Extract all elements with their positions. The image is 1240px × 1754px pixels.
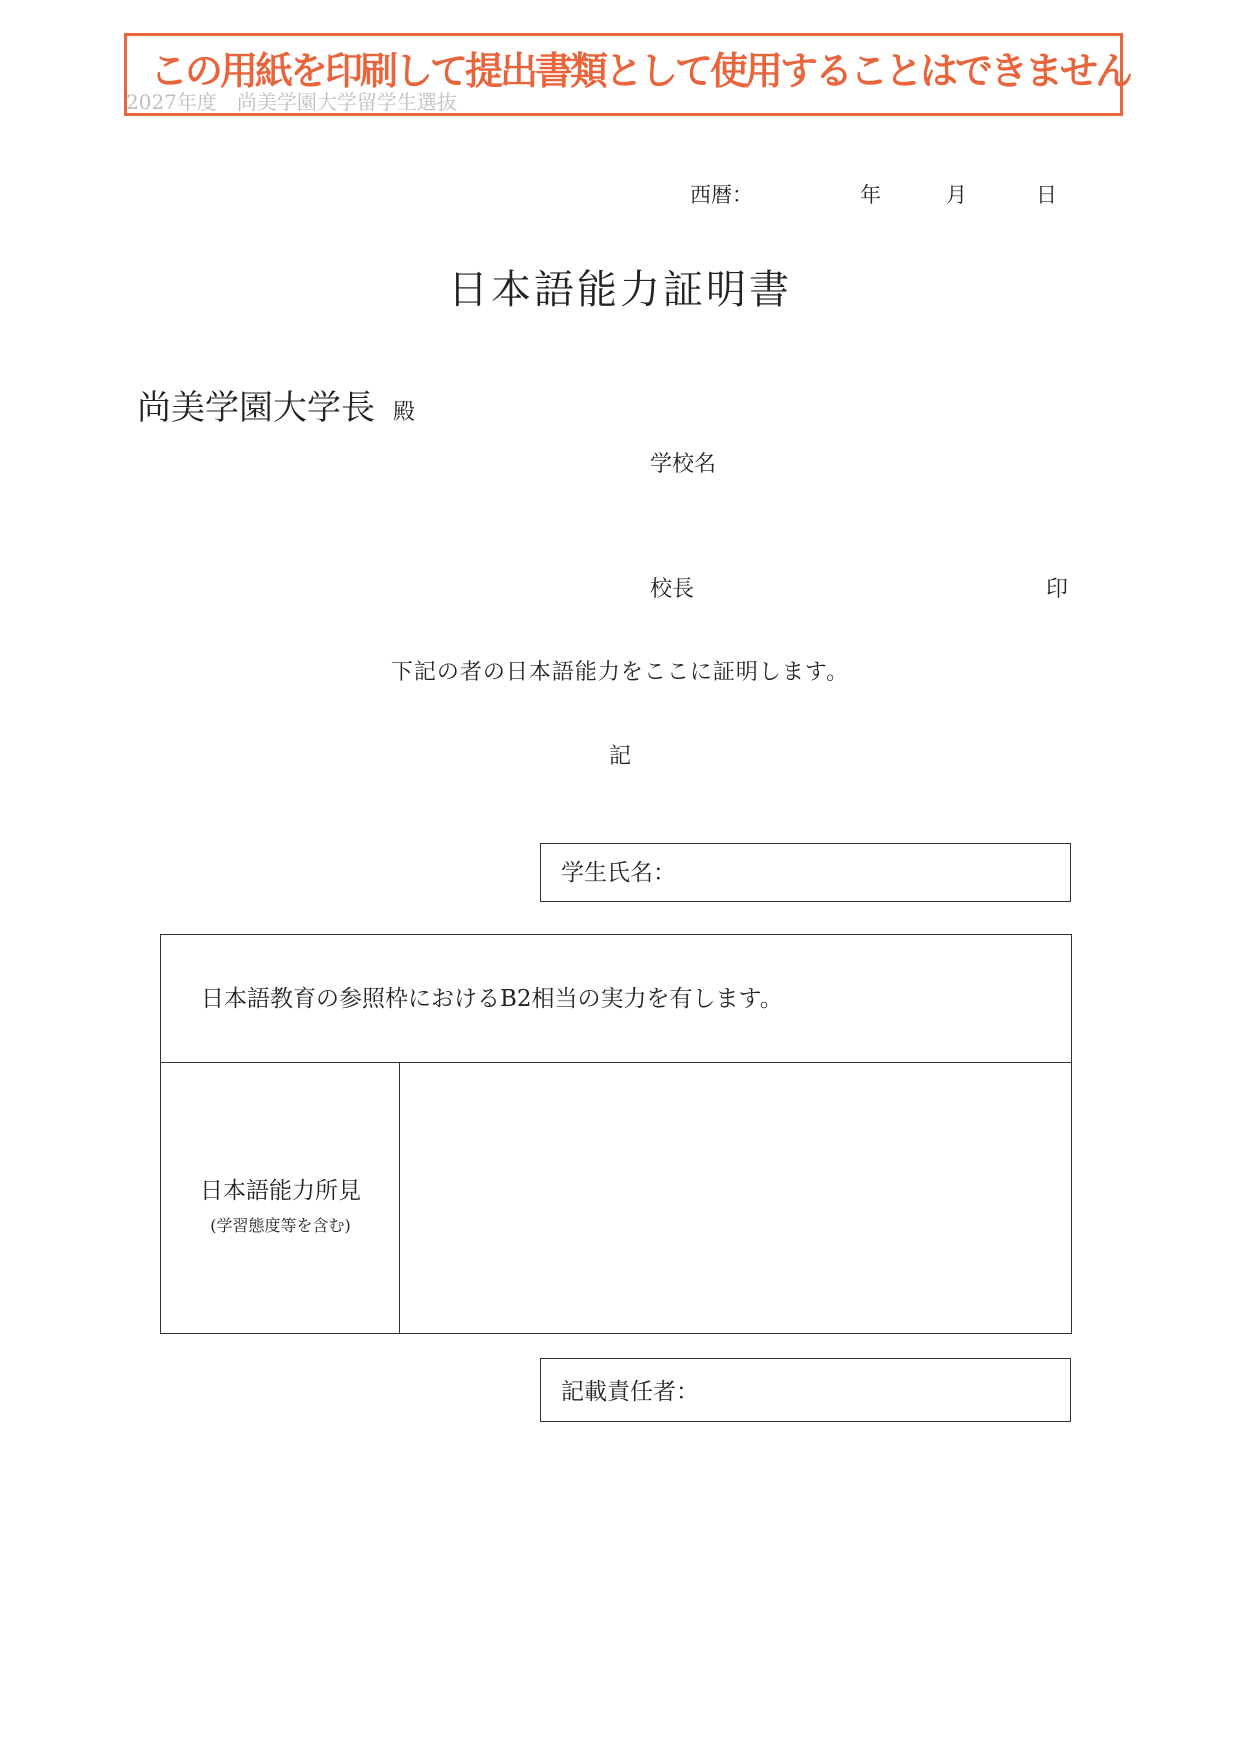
student-name-field[interactable] bbox=[540, 843, 1071, 902]
date-label: 西暦： bbox=[690, 183, 753, 207]
student-name-label: 学生氏名： bbox=[561, 860, 676, 886]
date-day-label: 日 bbox=[1036, 183, 1057, 207]
remarks-sublabel: (学習態度等を含む) bbox=[210, 1216, 351, 1235]
addressee-honorific: 殿 bbox=[393, 400, 416, 425]
date-row bbox=[690, 180, 1070, 210]
date-month-label: 月 bbox=[946, 183, 967, 207]
ability-statement: 日本語教育の参照枠におけるB2相当の実力を有します。 bbox=[201, 986, 783, 1012]
principal-label: 校長 bbox=[650, 577, 695, 602]
recorder-field[interactable] bbox=[540, 1358, 1071, 1422]
document-header: 2027年度 尚美学園大学留学生選抜 bbox=[126, 90, 457, 114]
warning-text: この用紙を印刷して提出書類として使用することはできません bbox=[150, 49, 1131, 93]
remarks-field[interactable] bbox=[400, 1063, 1071, 1333]
remarks-label: 日本語能力所見 bbox=[200, 1178, 361, 1204]
addressee bbox=[137, 386, 415, 435]
remarks-label-cell bbox=[161, 1063, 400, 1333]
school-name-label: 学校名 bbox=[650, 452, 717, 477]
certify-sentence: 下記の者の日本語能力をここに証明します。 bbox=[390, 660, 850, 685]
ki-label: 記 bbox=[608, 744, 631, 769]
ability-table bbox=[160, 934, 1072, 1334]
recorder-label: 記載責任者： bbox=[561, 1379, 699, 1405]
page-title: 日本語能力証明書 bbox=[448, 267, 792, 313]
ability-statement-row bbox=[161, 935, 1071, 1063]
addressee-name: 尚美学園大学長 bbox=[137, 388, 375, 428]
date-year-label: 年 bbox=[860, 183, 881, 207]
seal-label: 印 bbox=[1046, 577, 1069, 602]
